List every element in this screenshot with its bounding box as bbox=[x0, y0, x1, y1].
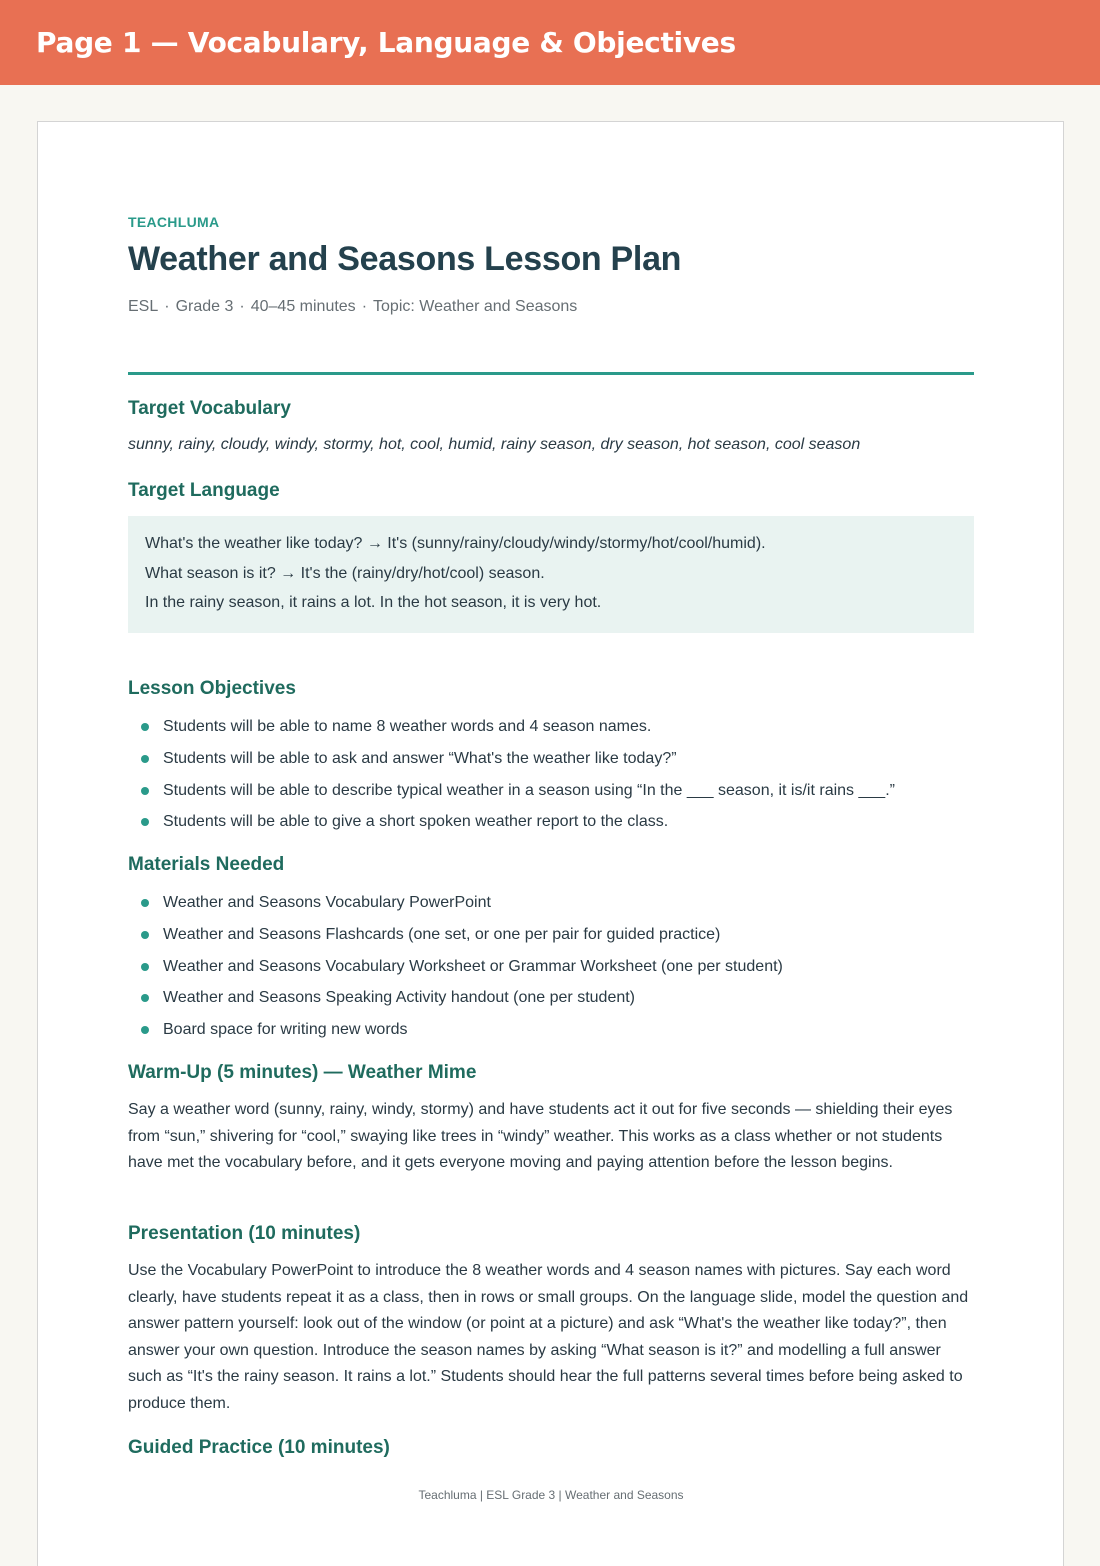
meta-topic: Topic: Weather and Seasons bbox=[373, 298, 578, 315]
language-line: In the rainy season, it rains a lot. In the hot season, it is very hot. bbox=[145, 594, 602, 611]
page-banner bbox=[0, 0, 1100, 85]
meta-duration: 40–45 minutes bbox=[250, 298, 356, 315]
list-item: Students will be able to ask and answer “What's the weather like today?” bbox=[128, 743, 974, 775]
heading-materials-needed: Materials Needed bbox=[128, 854, 285, 875]
list-item: Board space for writing new words bbox=[128, 1014, 974, 1046]
materials-list bbox=[128, 887, 974, 1046]
list-item: Weather and Seasons Flashcards (one set, or one per pair for guided practice) bbox=[128, 919, 974, 951]
warm-up-text: Say a weather word (sunny, rainy, windy, stormy) and have students act it out for five seconds — shielding their eyes from “sun,” shivering for “cool,” swaying like trees in “windy” weather. This works as a class whether or not students have met the vocabulary before, and it gets everyone moving and paying attention before the lesson begins. bbox=[128, 1101, 953, 1171]
presentation-text: Use the Vocabulary PowerPoint to introduce the 8 weather words and 4 season names with pictures. Say each word clearly, have students repeat it as a class, then in rows or small groups. On the language slide, model the question and answer pattern yourself: look out of the window (or point at a picture) and ask “What's the weather like today?”, then answer your own question. Introduce the season names by asking “What season is it?” and modelling a full answer such as “It's the rainy season. It rains a lot.” Students should hear the full patterns several times before being asked to produce them. bbox=[128, 1262, 969, 1412]
document-page bbox=[37, 121, 1064, 1566]
list-item: Students will be able to describe typical weather in a season using “In the ___ season, it is/it rains ___.” bbox=[128, 775, 974, 807]
list-item: Weather and Seasons Speaking Activity handout (one per student) bbox=[128, 982, 974, 1014]
list-item: Students will be able to give a short spoken weather report to the class. bbox=[128, 806, 974, 838]
language-line: What season is it? → It's the (rainy/dry/hot/cool) season. bbox=[145, 564, 545, 582]
heading-guided-practice: Guided Practice (10 minutes) bbox=[128, 1437, 390, 1458]
objectives-list bbox=[128, 711, 974, 838]
list-item: Weather and Seasons Vocabulary Worksheet or Grammar Worksheet (one per student) bbox=[128, 951, 974, 983]
list-item: Students will be able to name 8 weather words and 4 season names. bbox=[128, 711, 974, 743]
brand-label: TEACHLUMA bbox=[128, 214, 220, 230]
heading-presentation: Presentation (10 minutes) bbox=[128, 1223, 361, 1244]
heading-target-vocabulary: Target Vocabulary bbox=[128, 398, 291, 419]
meta-separator: · bbox=[164, 298, 170, 315]
meta-separator: · bbox=[239, 298, 245, 315]
heading-warm-up: Warm-Up (5 minutes) — Weather Mime bbox=[128, 1062, 477, 1083]
heading-target-language: Target Language bbox=[128, 480, 280, 501]
meta-subject: ESL bbox=[128, 298, 159, 315]
vocabulary-list: sunny, rainy, cloudy, windy, stormy, hot, cool, humid, rainy season, dry season, hot season, cool season bbox=[128, 436, 861, 453]
document-meta bbox=[128, 298, 577, 316]
heading-lesson-objectives: Lesson Objectives bbox=[128, 678, 296, 699]
banner-title: Page 1 — Vocabulary, Language & Objectives bbox=[36, 26, 736, 59]
meta-grade: Grade 3 bbox=[175, 298, 234, 315]
list-item: Weather and Seasons Vocabulary PowerPoint bbox=[128, 887, 974, 919]
document-title: Weather and Seasons Lesson Plan bbox=[128, 240, 682, 278]
target-language-box bbox=[128, 516, 974, 633]
meta-separator: · bbox=[361, 298, 368, 315]
page-footer: Teachluma | ESL Grade 3 | Weather and Seasons bbox=[418, 1488, 684, 1502]
language-line: What's the weather like today? → It's (sunny/rainy/cloudy/windy/stormy/hot/cool/humid). bbox=[145, 535, 766, 552]
title-divider bbox=[128, 372, 974, 375]
